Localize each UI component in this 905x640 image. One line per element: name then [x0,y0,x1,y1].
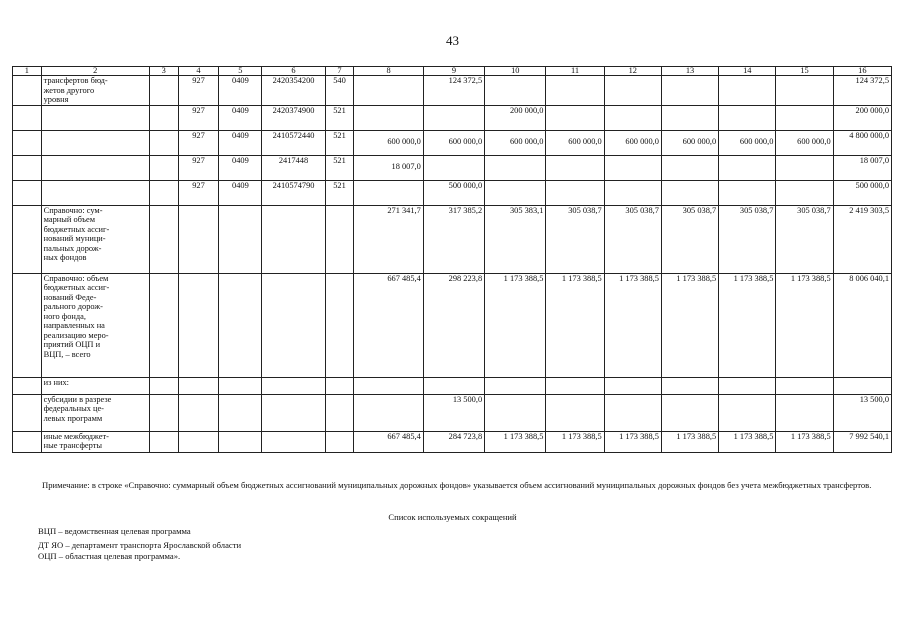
amount-cell: 18 007,0 [354,155,424,180]
amount-cell: 317 385,2 [423,205,484,273]
code-cell: 521 [325,155,354,180]
empty-cell [149,273,178,377]
code-cell [262,377,325,394]
code-cell [178,377,219,394]
header-cell: 12 [604,67,661,76]
amount-cell [776,76,833,106]
code-cell [178,205,219,273]
table-row [13,273,892,377]
empty-cell [149,431,178,452]
amount-cell: 1 173 388,5 [719,431,776,452]
code-cell: 927 [178,180,219,205]
empty-cell [149,105,178,130]
amount-cell: 305 038,7 [719,205,776,273]
amount-cell: 8 006 040,1 [833,273,891,377]
code-cell: 2420354200 [262,76,325,106]
empty-cell [149,76,178,106]
header-cell: 15 [776,67,833,76]
row-label [41,155,149,180]
amount-cell [546,105,604,130]
empty-cell [13,130,42,155]
table-row [13,105,892,130]
code-cell: 2417448 [262,155,325,180]
amount-cell: 13 500,0 [423,394,484,431]
amount-cell [661,105,718,130]
amount-cell [661,394,718,431]
amount-cell [719,377,776,394]
code-cell: 521 [325,105,354,130]
amount-cell [423,377,484,394]
code-cell [178,394,219,431]
code-cell: 2410574790 [262,180,325,205]
amount-cell [776,394,833,431]
amount-cell: 1 173 388,5 [719,273,776,377]
code-cell: 927 [178,76,219,106]
header-cell: 3 [149,67,178,76]
table-row [13,394,892,431]
table-row [13,76,892,106]
amount-cell [546,155,604,180]
amount-cell [485,394,546,431]
amount-cell [719,105,776,130]
amount-cell [423,155,484,180]
amount-cell [604,180,661,205]
amount-cell [776,377,833,394]
amount-cell: 305 038,7 [546,205,604,273]
footnote-note: Примечание: в строке «Справочно: суммарный объем бюджетных ассигнований муниципальных дорожных фондов» указывается объем ассигнований муниципальных дорожных фондов без учета межбюджетных трансфертов. [42,480,872,490]
amount-cell [776,155,833,180]
table-row [13,155,892,180]
code-cell [262,394,325,431]
row-label: Справочно: объем бюджетных ассиг- нований Феде- рального дорож- ного фонда, направленных на реализацию меро- приятий ОЦП и ВЦП, – всего [41,273,149,377]
abbreviation-item: ВЦП – ведомственная целевая программа [38,526,191,536]
amount-cell: 600 000,0 [546,130,604,155]
amount-cell [719,394,776,431]
amount-cell: 124 372,5 [423,76,484,106]
code-cell: 927 [178,105,219,130]
empty-cell [13,76,42,106]
header-cell: 11 [546,67,604,76]
amount-cell: 667 485,4 [354,431,424,452]
table-row [13,205,892,273]
amount-cell: 600 000,0 [354,130,424,155]
code-cell: 540 [325,76,354,106]
amount-cell: 600 000,0 [423,130,484,155]
amount-cell: 1 173 388,5 [661,273,718,377]
header-cell: 13 [661,67,718,76]
amount-cell [354,76,424,106]
amount-cell [485,76,546,106]
amount-cell [546,394,604,431]
header-cell: 1 [13,67,42,76]
amount-cell [354,394,424,431]
row-label: субсидии в разрезе федеральных це- левых программ [41,394,149,431]
amount-cell: 600 000,0 [604,130,661,155]
amount-cell: 305 038,7 [776,205,833,273]
empty-cell [149,130,178,155]
code-cell [219,205,262,273]
amount-cell: 200 000,0 [485,105,546,130]
amount-cell: 2 419 303,5 [833,205,891,273]
amount-cell [485,180,546,205]
row-label [41,180,149,205]
row-label: трансфертов бюд- жетов другого уровня [41,76,149,106]
empty-cell [13,155,42,180]
table-row [13,130,892,155]
amount-cell [604,105,661,130]
amount-cell: 271 341,7 [354,205,424,273]
abbreviation-item: ОЦП – областная целевая программа». [38,551,181,561]
header-cell: 14 [719,67,776,76]
code-cell: 2410572440 [262,130,325,155]
amount-cell: 600 000,0 [719,130,776,155]
amount-cell: 4 800 000,0 [833,130,891,155]
amount-cell: 200 000,0 [833,105,891,130]
amount-cell [485,155,546,180]
amount-cell: 298 223,8 [423,273,484,377]
budget-table [12,66,892,453]
page-number: 43 [446,33,459,48]
amount-cell [423,105,484,130]
amount-cell: 1 173 388,5 [485,273,546,377]
amount-cell [661,76,718,106]
amount-cell [354,105,424,130]
amount-cell: 600 000,0 [776,130,833,155]
empty-cell [13,394,42,431]
amount-cell: 305 038,7 [661,205,718,273]
code-cell [219,273,262,377]
empty-cell [149,180,178,205]
code-cell [219,377,262,394]
empty-cell [149,155,178,180]
code-cell [262,431,325,452]
row-label: из них: [41,377,149,394]
amount-cell: 305 383,1 [485,205,546,273]
amount-cell [604,394,661,431]
amount-cell [604,377,661,394]
code-cell [325,205,354,273]
code-cell [178,273,219,377]
row-label: иные межбюджет- ные трансферты [41,431,149,452]
amount-cell: 1 173 388,5 [604,431,661,452]
code-cell: 0409 [219,180,262,205]
code-cell [325,377,354,394]
amount-cell [833,377,891,394]
empty-cell [149,394,178,431]
row-label: Справочно: сум- марный объем бюджетных ассиг- нований муници- пальных дорож- ных фондов [41,205,149,273]
amount-cell: 500 000,0 [423,180,484,205]
amount-cell: 7 992 540,1 [833,431,891,452]
amount-cell [661,377,718,394]
empty-cell [149,205,178,273]
empty-cell [149,377,178,394]
amount-cell [719,155,776,180]
row-label [41,130,149,155]
code-cell [325,394,354,431]
code-cell [262,273,325,377]
code-cell: 2420374900 [262,105,325,130]
empty-cell [13,377,42,394]
amount-cell [354,377,424,394]
code-cell: 927 [178,155,219,180]
header-cell: 5 [219,67,262,76]
amount-cell [604,155,661,180]
empty-cell [13,105,42,130]
code-cell: 0409 [219,105,262,130]
amount-cell: 124 372,5 [833,76,891,106]
code-cell: 521 [325,130,354,155]
amount-cell: 600 000,0 [485,130,546,155]
header-cell: 10 [485,67,546,76]
header-cell: 9 [423,67,484,76]
code-cell [219,394,262,431]
amount-cell: 284 723,8 [423,431,484,452]
abbreviation-item: ДТ ЯО – департамент транспорта Ярославской области [38,540,242,550]
code-cell [325,273,354,377]
amount-cell [485,377,546,394]
row-label [41,105,149,130]
code-cell [262,205,325,273]
amount-cell: 1 173 388,5 [661,431,718,452]
code-cell [178,431,219,452]
header-row [13,67,892,76]
code-cell: 0409 [219,130,262,155]
code-cell [219,431,262,452]
empty-cell [13,431,42,452]
header-cell: 7 [325,67,354,76]
header-cell: 16 [833,67,891,76]
amount-cell [546,180,604,205]
code-cell: 521 [325,180,354,205]
table-row [13,180,892,205]
code-cell: 0409 [219,76,262,106]
amount-cell: 1 173 388,5 [546,273,604,377]
amount-cell [604,76,661,106]
amount-cell [776,105,833,130]
code-cell: 927 [178,130,219,155]
abbreviations-title: Список используемых сокращений [388,512,517,522]
amount-cell: 1 173 388,5 [776,431,833,452]
empty-cell [13,180,42,205]
amount-cell: 667 485,4 [354,273,424,377]
amount-cell [661,180,718,205]
header-cell: 2 [41,67,149,76]
code-cell: 0409 [219,155,262,180]
amount-cell [719,76,776,106]
amount-cell [776,180,833,205]
amount-cell: 18 007,0 [833,155,891,180]
amount-cell: 305 038,7 [604,205,661,273]
amount-cell [546,377,604,394]
amount-cell: 1 173 388,5 [546,431,604,452]
amount-cell: 1 173 388,5 [604,273,661,377]
empty-cell [13,205,42,273]
amount-cell: 500 000,0 [833,180,891,205]
empty-cell [13,273,42,377]
amount-cell [354,180,424,205]
amount-cell [546,76,604,106]
header-cell: 4 [178,67,219,76]
code-cell [325,431,354,452]
amount-cell: 13 500,0 [833,394,891,431]
header-cell: 6 [262,67,325,76]
header-cell: 8 [354,67,424,76]
amount-cell: 1 173 388,5 [485,431,546,452]
table-row [13,431,892,452]
amount-cell [719,180,776,205]
amount-cell: 600 000,0 [661,130,718,155]
amount-cell [661,155,718,180]
table-row [13,377,892,394]
amount-cell: 1 173 388,5 [776,273,833,377]
